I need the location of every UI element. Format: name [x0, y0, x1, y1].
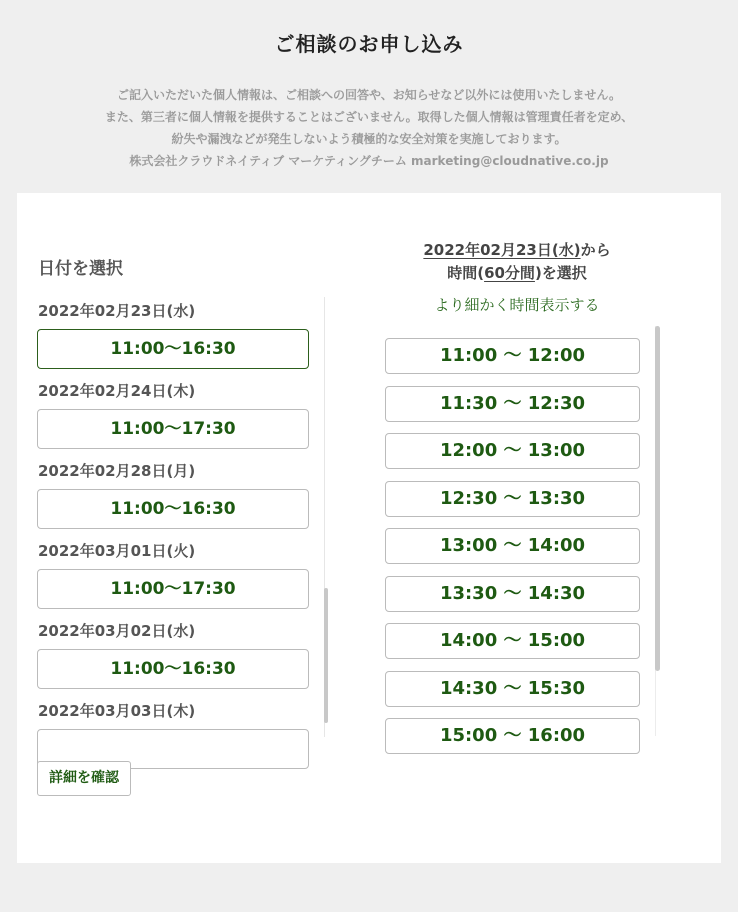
date-group — [37, 537, 313, 609]
date-range-button[interactable]: 11:00〜16:30 — [37, 489, 309, 529]
date-group — [37, 617, 313, 689]
time-panel-heading — [357, 239, 677, 285]
date-label: 2022年02月28日(月) — [38, 462, 196, 480]
time-slot-button[interactable]: 12:30 〜 13:30 — [385, 481, 640, 517]
time-slot-button[interactable]: 13:30 〜 14:30 — [385, 576, 640, 612]
time-slot-button[interactable]: 11:00 〜 12:00 — [385, 338, 640, 374]
date-label: 2022年02月24日(木) — [38, 382, 196, 400]
time-slot-button[interactable]: 11:30 〜 12:30 — [385, 386, 640, 422]
time-heading-line1 — [357, 239, 677, 262]
date-group — [37, 697, 313, 769]
notice-line: また、第三者に個人情報を提供することはございません。取得した個人情報は管理責任者を定め、 — [104, 110, 634, 124]
time-slot-scrollbar[interactable] — [655, 326, 660, 671]
date-label: 2022年02月23日(水) — [38, 302, 196, 320]
date-range-button[interactable]: 11:00〜17:30 — [37, 409, 309, 449]
date-range-button[interactable]: 11:00〜17:30 — [37, 569, 309, 609]
time-slot-button[interactable]: 15:00 〜 16:00 — [385, 718, 640, 754]
date-label: 2022年03月03日(木) — [38, 702, 196, 720]
time-heading-line2 — [357, 262, 677, 285]
time-slot-button[interactable]: 14:30 〜 15:30 — [385, 671, 640, 707]
page-title: ご相談のお申し込み — [274, 32, 464, 56]
date-list[interactable] — [37, 297, 313, 737]
date-range-button[interactable]: 11:00〜16:30 — [37, 649, 309, 689]
time-slot-button[interactable]: 12:00 〜 13:00 — [385, 433, 640, 469]
privacy-notice — [0, 84, 738, 172]
time-slot-list[interactable] — [385, 338, 641, 746]
line2-prefix: 時間( — [447, 264, 485, 282]
notice-line: 株式会社クラウドネイティブ マーケティングチーム marketing@cloudnative.co.jp — [129, 154, 609, 168]
notice-line: ご記入いただいた個人情報は、ご相談への回答や、お知らせなど以外には使用いたしません。 — [116, 88, 622, 102]
detailed-time-toggle[interactable]: より細かく時間表示する — [434, 296, 600, 314]
booking-card — [17, 193, 721, 863]
date-panel-heading: 日付を選択 — [38, 259, 123, 279]
date-range-button[interactable]: 11:00〜16:30 — [37, 329, 309, 369]
confirm-details-button[interactable]: 詳細を確認 — [37, 761, 131, 796]
from-suffix: から — [580, 241, 611, 259]
notice-line: 紛失や漏洩などが発生しないよう積極的な安全対策を実施しております。 — [171, 132, 567, 146]
date-label: 2022年03月01日(火) — [38, 542, 196, 560]
selected-date: 2022年02月23日(水) — [423, 241, 581, 259]
date-label: 2022年03月02日(水) — [38, 622, 196, 640]
time-slot-button[interactable]: 13:00 〜 14:00 — [385, 528, 640, 564]
date-group — [37, 297, 313, 369]
date-group — [37, 457, 313, 529]
date-group — [37, 377, 313, 449]
duration: 60分間 — [484, 264, 535, 282]
time-slot-button[interactable]: 14:00 〜 15:00 — [385, 623, 640, 659]
date-list-scrollbar[interactable] — [324, 588, 328, 723]
line2-suffix: )を選択 — [534, 264, 587, 282]
